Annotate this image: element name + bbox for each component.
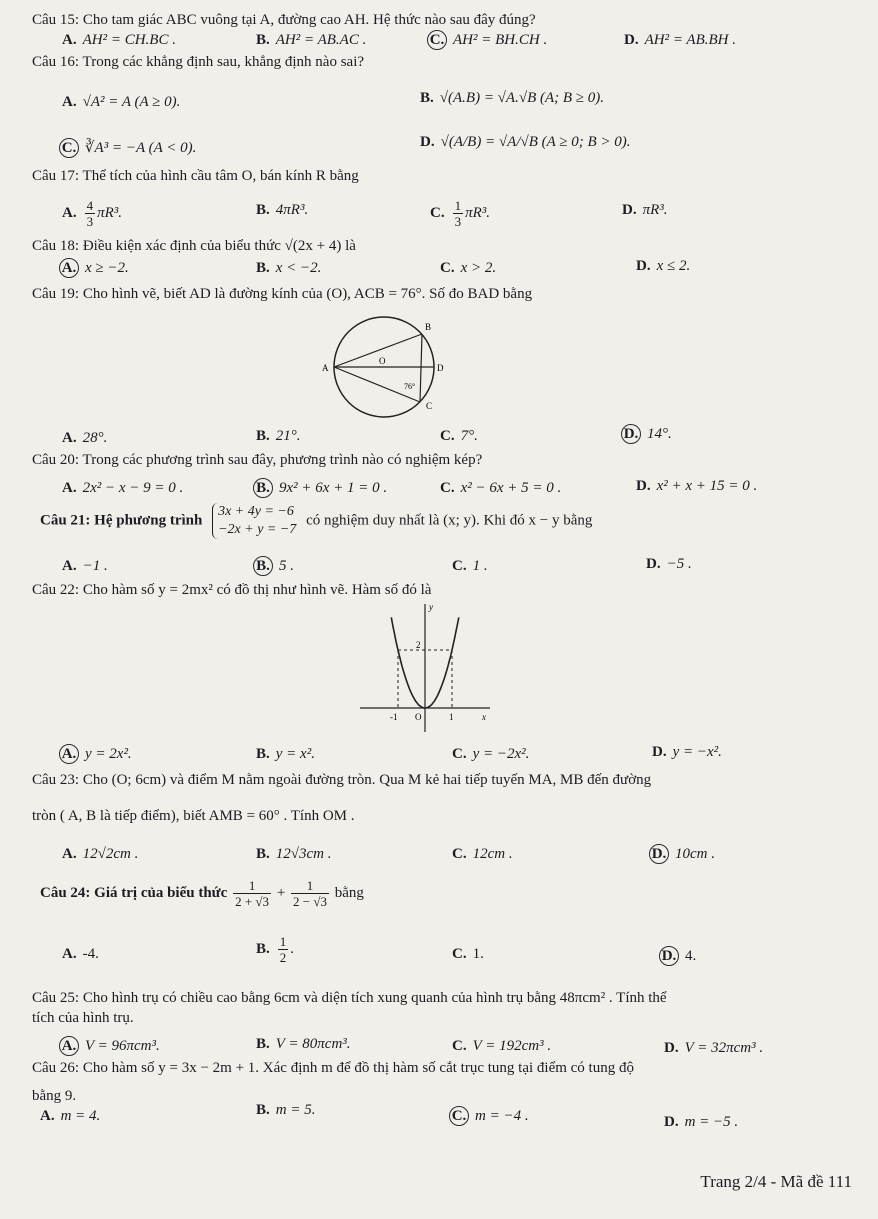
question-23-stem-line1: Câu 23: Cho (O; 6cm) và điểm M nằm ngoài đường tròn. Qua M kẻ hai tiếp tuyến MA, MB đến đường <box>32 772 652 788</box>
q17-option-d: D. πR³. <box>622 202 668 218</box>
q18-option-c: C. x > 2. <box>440 260 497 276</box>
question-17-stem: Câu 17: Thể tích của hình cầu tâm O, bán kính R bằng <box>32 168 359 184</box>
q26-option-b: B. m = 5. <box>256 1102 316 1118</box>
tick-x-pos1: 1 <box>449 712 454 722</box>
question-18-stem: Câu 18: Điều kiện xác định của biểu thức √(2x + 4) là <box>32 238 356 254</box>
q18-option-d: D. x ≤ 2. <box>636 258 691 274</box>
q17-option-b: B. 4πR³. <box>256 202 309 218</box>
chord-AB <box>334 334 422 367</box>
page-footer: Trang 2/4 - Mã đề 111 <box>700 1172 852 1191</box>
q26-option-a: A. m = 4. <box>40 1108 101 1124</box>
q21-option-a: A. −1 . <box>62 558 108 574</box>
q20-option-d: D. x² + x + 15 = 0 . <box>636 478 758 494</box>
x-axis-label: x <box>482 712 486 722</box>
q25-option-c: C. V = 192cm³ . <box>452 1038 552 1054</box>
q22-option-b: B. y = x². <box>256 746 315 762</box>
question-26-stem-line1: Câu 26: Cho hàm số y = 3x − 2m + 1. Xác định m để đồ thị hàm số cắt trục tung tại điểm có tung độ <box>32 1060 634 1076</box>
q24-option-b: B. $\frac{1}{2}$ . <box>256 934 295 965</box>
q19-option-d: D. 14°. <box>624 424 672 444</box>
y-axis-label: y <box>429 602 433 612</box>
q19-option-c: C. 7°. <box>440 428 478 444</box>
label-C: C <box>426 401 433 411</box>
q24-option-c: C. 1. <box>452 946 484 962</box>
q23-option-a: A. 12√2cm . <box>62 846 139 862</box>
q16-option-b: B. √(A.B) = √A.√B (A; B ≥ 0). <box>420 90 605 106</box>
q19-option-b: B. 21°. <box>256 428 301 444</box>
circle-diagram <box>312 312 462 422</box>
q15-option-b: B. AH² = AB.AC . <box>256 32 367 48</box>
label-A: A <box>322 363 329 373</box>
question-25-stem-line2: tích của hình trụ. <box>32 1010 134 1026</box>
q20-option-a: A. 2x² − x − 9 = 0 . <box>62 480 184 496</box>
q19-option-a: A. 28°. <box>62 430 108 446</box>
q18-option-b: B. x < −2. <box>256 260 322 276</box>
label-D: D <box>437 363 444 373</box>
origin-label: O <box>415 712 422 722</box>
q18-option-a: A. x ≥ −2. <box>62 258 129 278</box>
question-25-stem-line1: Câu 25: Cho hình trụ có chiều cao bằng 6cm và diện tích xung quanh của hình trụ bằng 48πcm² . Tính thể <box>32 990 667 1006</box>
question-24-stem: Câu 24: Giá trị của biểu thức $\frac{1}{2 + √3}$ + $\frac{1}{2 - √3}$ bằng <box>40 878 364 909</box>
q15-option-c: C. AH² = BH.CH . <box>430 30 547 50</box>
equation-system: 3x + 4y = −6 −2x + y = −7 <box>212 503 296 539</box>
label-O: O <box>379 356 386 366</box>
q22-option-c: C. y = −2x². <box>452 746 530 762</box>
q23-option-b: B. 12√3cm . <box>256 846 332 862</box>
question-20-stem: Câu 20: Trong các phương trình sau đây, phương trình nào có nghiệm kép? <box>32 452 483 468</box>
question-23-stem-line2: tròn ( A, B là tiếp điểm), biết AMB = 60° . Tính OM . <box>32 808 355 824</box>
label-B: B <box>425 322 432 332</box>
q21-option-d: D. −5 . <box>646 556 692 572</box>
q26-option-c: C. m = −4 . <box>452 1106 529 1126</box>
q17-option-a: A. $\frac{4}{3}$ πR³. <box>62 198 123 229</box>
q25-option-b: B. V = 80πcm³. <box>256 1036 351 1052</box>
question-16-stem: Câu 16: Trong các khẳng định sau, khẳng định nào sai? <box>32 54 365 70</box>
q24-option-a: A. -4. <box>62 946 99 962</box>
q15-option-a: A. AH² = CH.BC . <box>62 32 176 48</box>
q21-option-b: B. 5 . <box>256 556 294 576</box>
q16-option-c: C. ∛A³ = −A (A < 0). <box>62 138 196 158</box>
q16-option-d: D. √(A/B) = √A/√B (A ≥ 0; B > 0). <box>420 134 631 150</box>
parabola-graph <box>356 598 496 736</box>
q16-option-a: A. √A² = A (A ≥ 0). <box>62 94 181 110</box>
question-15-stem: Câu 15: Cho tam giác ABC vuông tại A, đường cao AH. Hệ thức nào sau đây đúng? <box>32 12 536 28</box>
q22-option-a: A. y = 2x². <box>62 744 132 764</box>
q23-option-c: C. 12cm . <box>452 846 513 862</box>
q15-option-d: D. AH² = AB.BH . <box>624 32 737 48</box>
tick-x-neg1: -1 <box>390 712 398 722</box>
question-21-stem: Câu 21: Hệ phương trình 3x + 4y = −6 −2x + y = −7 có nghiệm duy nhất là (x; y). Khi đó x − y bằng <box>40 504 593 537</box>
q25-option-a: A. V = 96πcm³. <box>62 1036 160 1056</box>
q24-option-d: D. 4. <box>662 946 696 966</box>
q26-option-d: D. m = −5 . <box>664 1114 739 1130</box>
q23-option-d: D. 10cm . <box>652 844 715 864</box>
question-22-stem: Câu 22: Cho hàm số y = 2mx² có đồ thị như hình vẽ. Hàm số đó là <box>32 582 432 598</box>
q17-option-c: C. $\frac{1}{3}$ πR³. <box>430 198 491 229</box>
question-19-stem: Câu 19: Cho hình vẽ, biết AD là đường kính của (O), ACB = 76°. Số đo BAD bằng <box>32 286 533 302</box>
tick-y-2: 2 <box>416 640 421 650</box>
chord-BC <box>420 334 422 402</box>
q25-option-d: D. V = 32πcm³ . <box>664 1040 764 1056</box>
question-26-stem-line2: bằng 9. <box>32 1088 77 1104</box>
q21-option-c: C. 1 . <box>452 558 488 574</box>
q20-option-b: B. 9x² + 6x + 1 = 0 . <box>256 478 387 498</box>
q22-option-d: D. y = −x². <box>652 744 722 760</box>
q20-option-c: C. x² − 6x + 5 = 0 . <box>440 480 562 496</box>
label-angle: 76° <box>404 382 416 391</box>
